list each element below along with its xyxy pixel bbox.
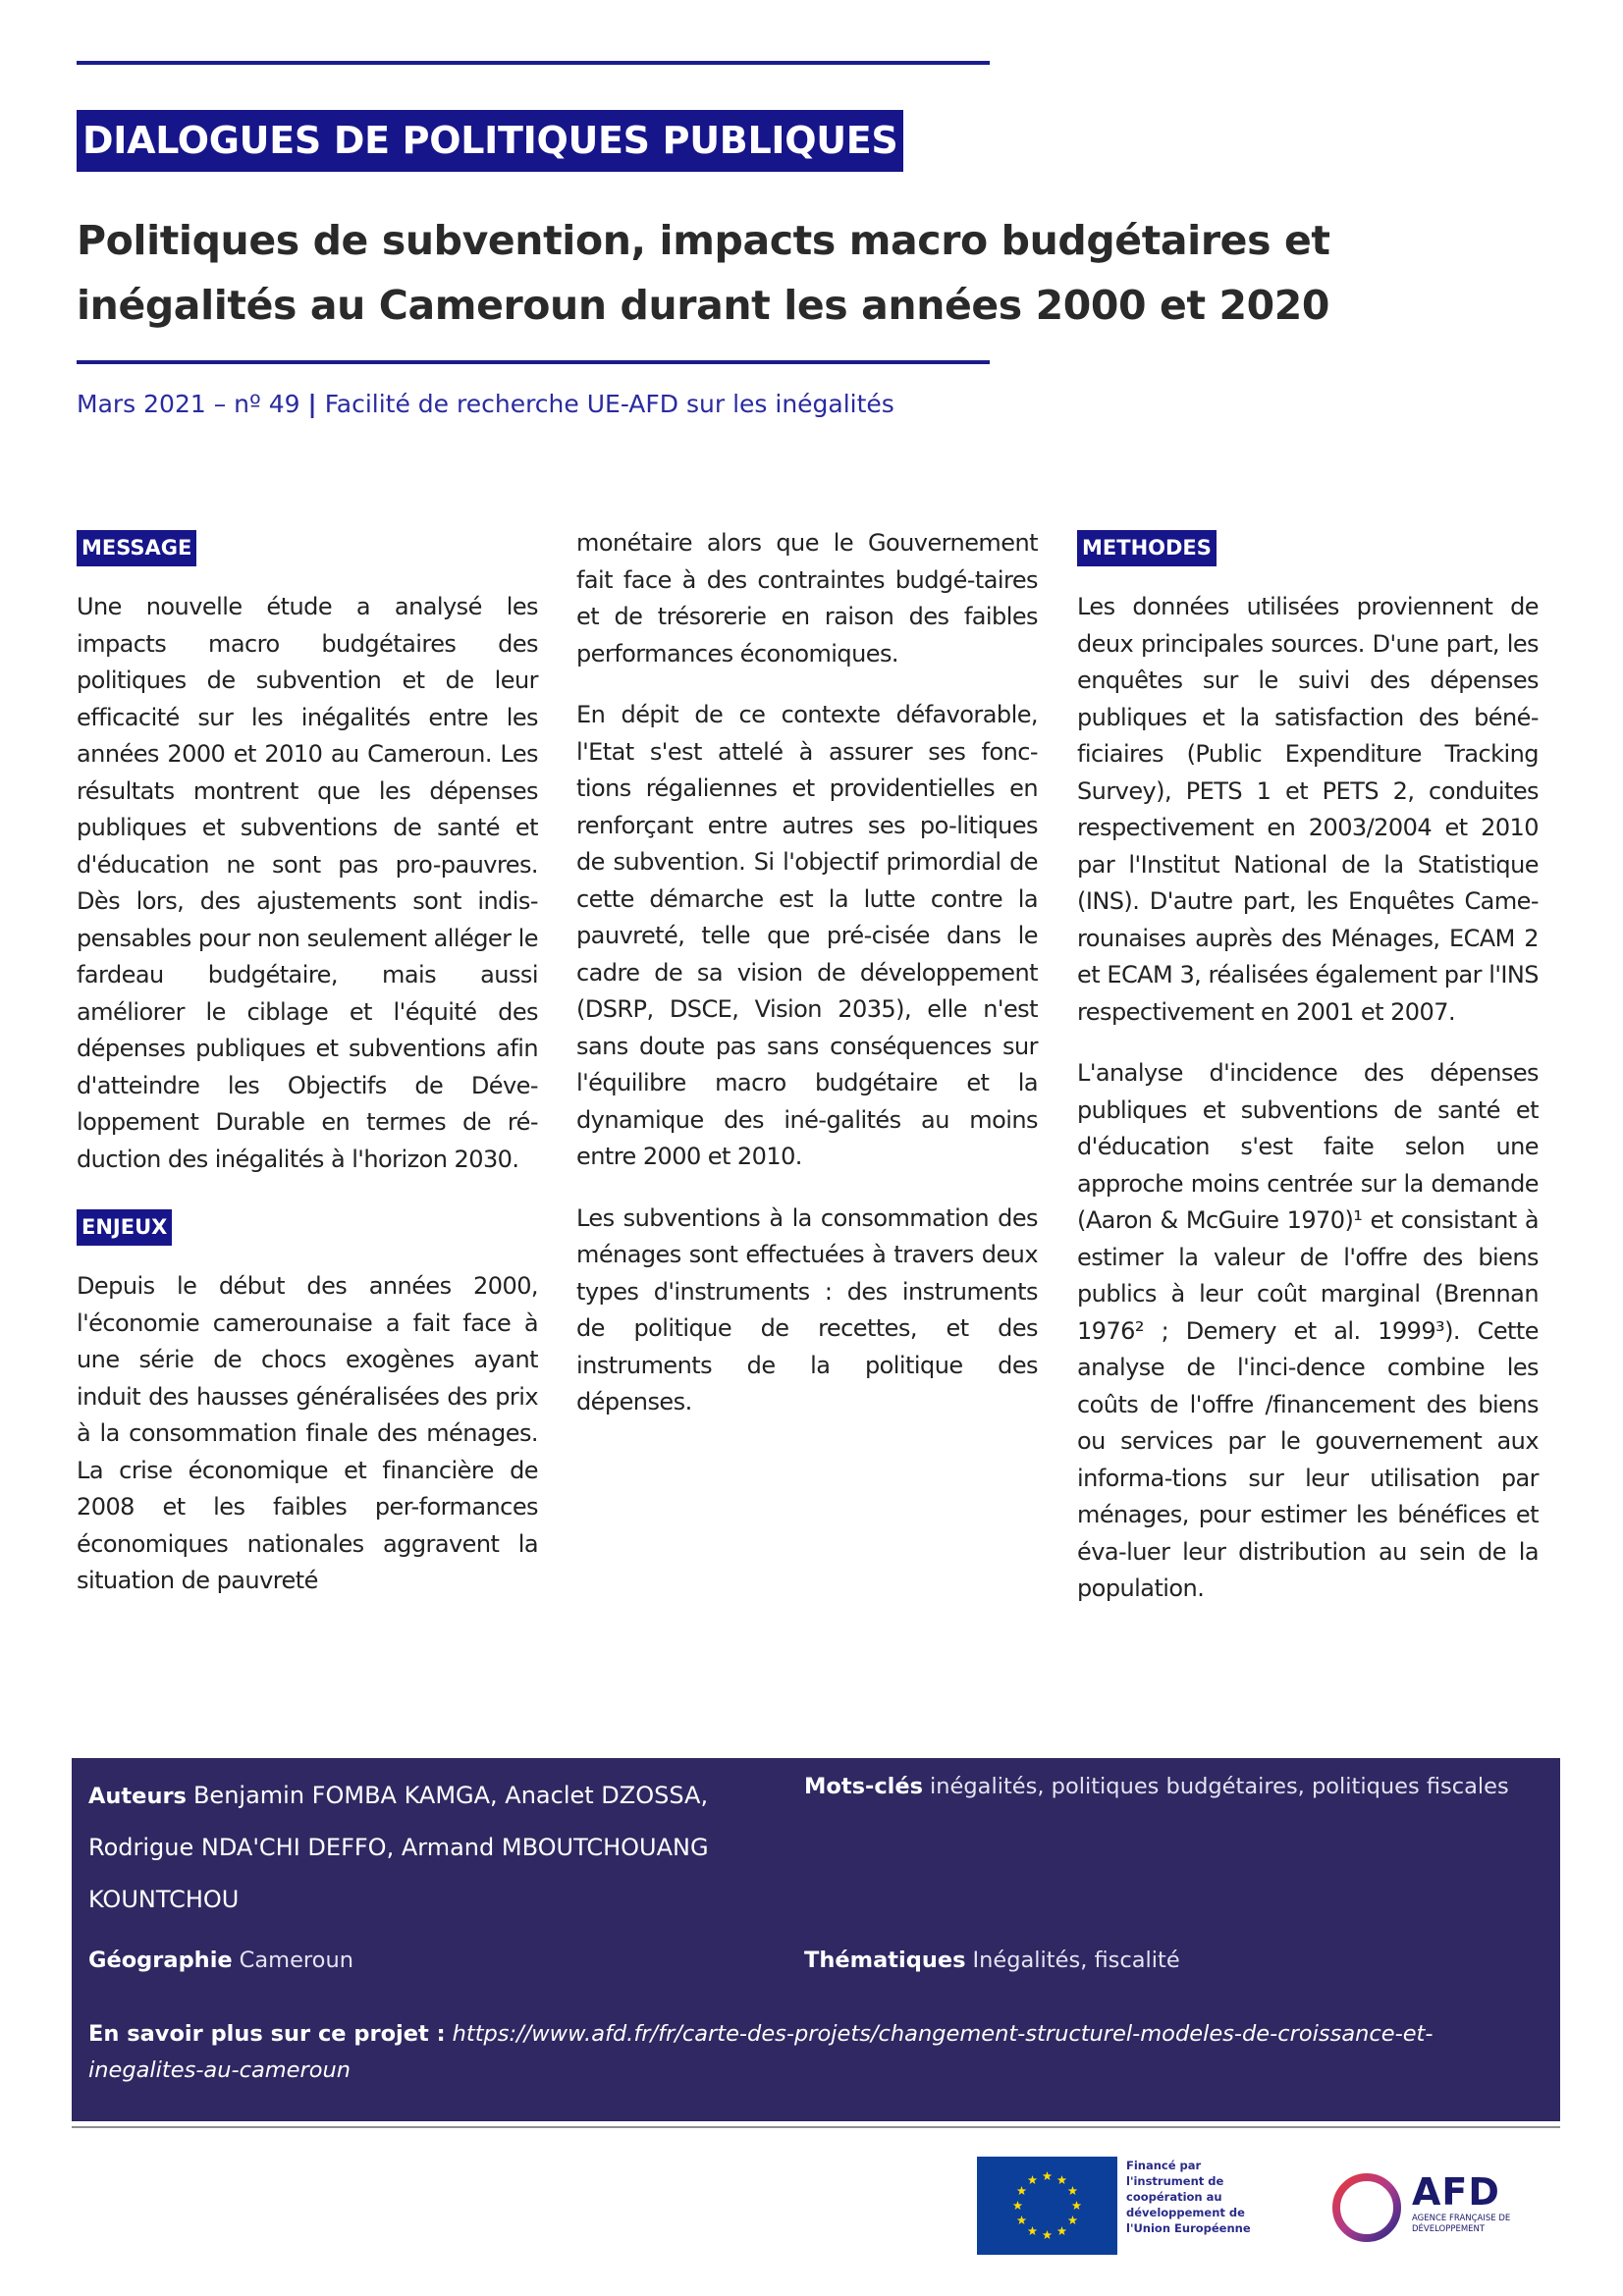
geography-block [88,1935,353,1986]
enjeux-heading: ENJEUX [77,1209,172,1246]
eu-funding-text: Financé par l'instrument de coopération au développement de l'Union Européenne [1126,2159,1251,2235]
afd-wordmark: AFD [1412,2170,1500,2214]
bottom-rule [72,2126,1560,2128]
methodes-paragraph-1: Les données utilisées proviennent de deux principales sources. D'une part, les enquêtes sur le suivi des dépenses publiques et la satisfaction des béné-ficiaires (Public Expenditure Tracking Survey), PETS 1 et PETS 2, conduites respectivement en 2003/2004 et 2010 par l'Institut National de la Statistique (INS). D'autre part, les Enquêtes Came-rounaises auprès des Ménages, ECAM 2 et ECAM 3, réalisées également par l'INS respectivement en 2001 et 2007. [1077,593,1539,1026]
column2-paragraph-3: Les subventions à la consommation des ménages sont effectuées à travers deux types d'instruments : des instruments de politique de recettes, et des instruments de la politique des dépenses. [576,1203,1038,1415]
issue-date: Mars 2021 – nº 49 [77,390,300,418]
eu-star-icon [1057,2175,1067,2184]
series-banner: DIALOGUES DE POLITIQUES PUBLIQUES [77,110,903,172]
issue-line [77,390,894,418]
column-2 [576,523,1038,1446]
themes-value: Inégalités, fiscalité [972,1948,1180,1973]
keywords-value: inégalités, politiques budgétaires, politiques fiscales [930,1774,1509,1799]
eu-flag-icon [977,2157,1117,2255]
eu-star-icon [1057,2226,1067,2235]
eu-star-icon [1028,2175,1038,2184]
message-paragraph: Une nouvelle étude a analysé les impacts macro budgétaires des politiques de subvention et de leur efficacité sur les inégalités entre les années 2000 et 2010 au Cameroun. Les résultats montrent que les dépenses publiques et subventions de santé et d'éducation ne sont pas pro-pauvres. Dès lors, des ajustements sont indis-pensables pour non seulement alléger le fardeau budgétaire, mais aussi améliorer le ciblage et l'équité des dépenses publiques et subventions afin d'atteindre les Objectifs de Déve-loppement Durable en termes de ré-duction des inégalités à l'horizon 2030. [77,593,538,1173]
methodes-paragraph-2: L'analyse d'incidence des dépenses publiques et subventions de santé et d'éducation s'est faite selon une approche moins centrée sur la demande (Aaron & McGuire 1970)¹ et consistant à estimer la valeur de l'offre des biens publics à leur coût marginal (Brennan 1976² ; Demery et al. 1999³). Cette analyse de l'inci-dence combine les coûts de l'offre /financement des biens ou services par le gouvernement aux informa-tions sur leur utilisation par ménages, pour estimer les bénéfices et éva-luer leur distribution au sein de la population. [1077,1059,1539,1602]
eu-star-icon [1068,2186,1078,2195]
column-1 [77,523,538,1625]
eu-star-icon [1028,2226,1038,2235]
enjeux-paragraph: Depuis le début des années 2000, l'économie camerounaise a fait face à une série de chocs exogènes ayant induit des hausses généralisées des prix à la consommation finale des ménages. La crise économique et financière de 2008 et les faibles per-formances économiques nationales aggravent la situation de pauvreté [77,1272,538,1594]
facility-name: Facilité de recherche UE-AFD sur les inégalités [324,390,894,418]
project-link[interactable]: https://www.afd.fr/fr/carte-des-projets/changement-structurel-modeles-de-croissance-et-inegalites-au-cameroun [88,2021,1434,2083]
eu-star-icon [1013,2201,1023,2210]
themes-block [804,1935,1180,1986]
title-rule [77,360,990,364]
eu-star-icon [1017,2216,1027,2224]
project-label: En savoir plus sur ce projet : [88,2021,446,2047]
authors-label: Auteurs [88,1784,187,1809]
top-rule [77,61,990,65]
eu-star-icon [1017,2186,1027,2195]
keywords-block [804,1761,1550,1812]
geography-label: Géographie [88,1948,233,1973]
authors-block [88,1770,776,1926]
authors-names: Benjamin FOMBA KAMGA, Anaclet DZOSSA, Rodrigue NDA'CHI DEFFO, Armand MBOUTCHOUANG KOUNTCHOU [88,1782,709,1913]
message-heading: MESSAGE [77,530,196,566]
title-line-2: inégalités au Cameroun durant les années 2000 et 2020 [77,282,1330,329]
afd-subtitle: AGENCE FRANÇAISE DE DÉVELOPPEMENT [1412,2214,1511,2234]
column-3 [1077,523,1539,1632]
eu-star-icon [1072,2201,1082,2210]
eu-star-icon [1068,2216,1078,2224]
eu-stars-icon [977,2157,1117,2255]
info-box [72,1758,1560,2121]
column2-paragraph-2: En dépit de ce contexte défavorable, l'Etat s'est attelé à assurer ses fonc-tions régaliennes et providentielles en renforçant entre autres ses po-litiques de subvention. Si l'objectif primordial de cette démarche est la lutte contre la pauvreté, telle que pré-cisée dans le cadre de sa vision de développement (DSRP, DSCE, Vision 2035), elle n'est sans doute pas sans conséquences sur l'équilibre macro budgétaire et la dynamique des iné-galités au moins entre 2000 et 2010. [576,701,1038,1170]
issue-separator: | [307,390,317,418]
geography-value: Cameroun [239,1948,353,1973]
title-line-1: Politiques de subvention, impacts macro budgétaires et [77,217,1330,264]
themes-label: Thématiques [804,1948,966,1973]
afd-ring-icon [1329,2170,1404,2245]
eu-star-icon [1043,2171,1053,2180]
column2-paragraph-1: monétaire alors que le Gouvernement fait face à des contraintes budgé-taires et de trésorerie en raison des faibles performances économiques. [576,529,1038,667]
eu-star-icon [1043,2230,1053,2239]
keywords-label: Mots-clés [804,1774,924,1799]
methodes-heading: METHODES [1077,530,1217,566]
project-block [88,2016,1542,2089]
afd-logo [1329,2166,1526,2245]
document-title [77,208,1549,338]
